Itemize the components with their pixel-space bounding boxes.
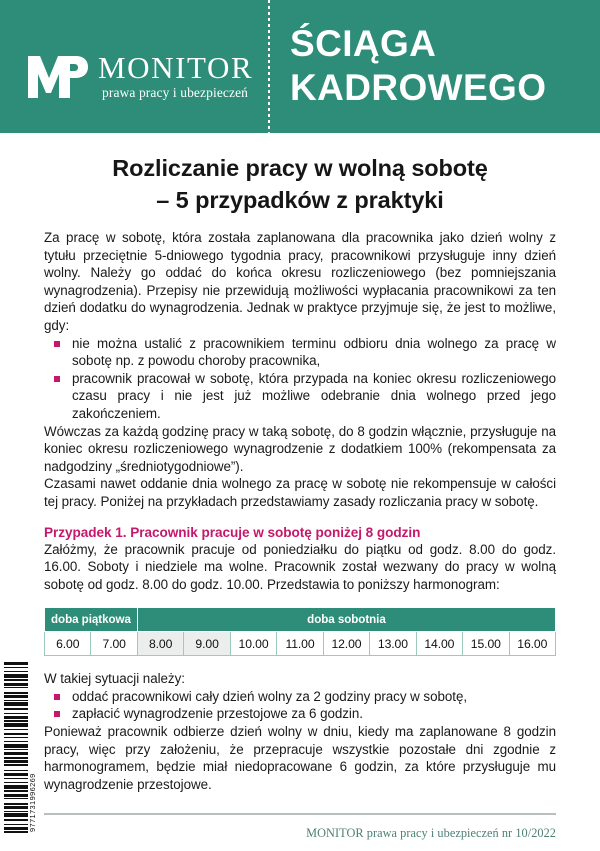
- banner-title-line2: KADROWEGO: [290, 67, 547, 108]
- table-row: [45, 632, 556, 656]
- case-1-heading: Przypadek 1. Pracownik pracuje w sobotę poniżej 8 godzin: [44, 524, 421, 540]
- mp-monogram-icon: [26, 54, 88, 100]
- schedule-table-head: [45, 608, 556, 632]
- intro-bullet-list: [44, 335, 556, 423]
- logo-wordmark: MONITOR: [98, 50, 254, 85]
- barcode-bars: [4, 662, 28, 833]
- schedule-table-body: [45, 632, 556, 656]
- intro-paragraph-1: Za pracę w sobotę, która została zaplanowana dla pracownika jako dzień wolny z tytułu przeciętnie 5-dniowego tygodnia pracy, pracownikowi przysługuje inny dzień wolny. Należy go oddać do końca okresu rozliczeniowego (bez pomniejszania wynagrodzenia). Przepisy nie przewidują możliwości wypłacania pracownikowi za ten dzień dodatku do wynagrodzenia. Jednak w praktyce przyjmuje się, że jest to możliwe, gdy:: [44, 230, 556, 333]
- hour-cell-worked: 8.00: [137, 632, 183, 656]
- hour-cell: 6.00: [45, 632, 91, 656]
- hour-cell: 15.00: [463, 632, 509, 656]
- page-header-banner: [0, 0, 600, 133]
- page-title-line1: Rozliczanie pracy w wolną sobotę: [112, 155, 488, 181]
- case-1-after-lead: W takiej sytuacji należy:: [44, 671, 185, 687]
- schedule-table-wrapper: [44, 607, 556, 656]
- bullet-square-icon: [54, 341, 60, 347]
- hour-cell: 12.00: [323, 632, 369, 656]
- hour-cell: 14.00: [416, 632, 462, 656]
- hour-cell: 11.00: [277, 632, 323, 656]
- group-header-saturday: doba sobotnia: [137, 608, 555, 632]
- footer-divider: [44, 813, 556, 815]
- article-content: [44, 229, 556, 793]
- header-dotted-divider: [268, 0, 270, 133]
- hour-cell: 16.00: [509, 632, 555, 656]
- list-item-label: zapłacić wynagrodzenie przestojowe za 6 godzin.: [72, 706, 363, 722]
- page-title-line2: – 5 przypadków z praktyki: [156, 187, 444, 213]
- bullet-square-icon: [54, 694, 60, 700]
- bullet-square-icon: [54, 376, 60, 382]
- table-group-header-row: [45, 608, 556, 632]
- case-1-bullet-list: [44, 688, 556, 723]
- banner-title: [290, 22, 590, 110]
- issn-barcode: [4, 662, 38, 832]
- case-1-after-paragraph: Ponieważ pracownik odbierze dzień wolny w dniu, kiedy ma zaplanowane 8 godzin pracy, więc przy założeniu, że przepracuje wszystkie pozostałe dni zgodnie z harmonogramem, będzie miał niedopracowane 6 godzin, za które przysługuje mu wynagrodzenie przestojowe.: [44, 724, 556, 792]
- logo-subtitle: prawa pracy i ubezpieczeń: [102, 85, 249, 100]
- group-header-friday: doba piątkowa: [45, 608, 138, 632]
- intro-paragraph-2: Wówczas za każdą godzinę pracy w taką sobotę, do 8 godzin włącznie, przysługuje na koniec okresu rozliczeniowego wynagrodzenie z dodatkiem 100% (rekompensata za nadgodziny „średniotygodniowe”).: [44, 423, 556, 474]
- banner-title-line1: ŚCIĄGA: [290, 23, 437, 64]
- list-item-label: oddać pracownikowi cały dzień wolny za 2 godziny pracy w sobotę,: [72, 688, 468, 704]
- hour-cell: 7.00: [91, 632, 137, 656]
- case-1-paragraph: Załóżmy, że pracownik pracuje od poniedziałku do piątku od godz. 8.00 do godz. 16.00. Soboty i niedziele ma wolne. Pracownik został wezwany do pracy w wolną sobotę od godz. 8.00 do godz. 10.00. Przedstawia to poniższy harmonogram:: [44, 541, 556, 592]
- hour-cell: 13.00: [370, 632, 416, 656]
- publication-logo: [26, 52, 258, 110]
- list-item: [44, 705, 556, 723]
- list-item: [44, 335, 556, 370]
- list-item: [44, 688, 556, 706]
- list-item: [44, 370, 556, 423]
- document-body: [0, 152, 600, 793]
- hour-cell-worked: 9.00: [184, 632, 230, 656]
- bullet-square-icon: [54, 711, 60, 717]
- footer-publication-line: MONITOR prawa pracy i ubezpieczeń nr 10/2022: [306, 826, 556, 840]
- page-title: [44, 152, 556, 216]
- list-item-label: pracownik pracował w sobotę, która przypada na koniec okresu rozliczeniowego czasu pracy i nie jest już możliwe odebranie dnia wolnego przed jego zakończeniem.: [72, 370, 556, 421]
- schedule-table: [44, 607, 556, 656]
- hour-cell: 10.00: [230, 632, 276, 656]
- intro-paragraph-3: Czasami nawet oddanie dnia wolnego za pracę w sobotę nie rekompensuje w całości tej pracy. Poniżej na przykładach przedstawiamy zasady rozliczania pracy w sobotę.: [44, 476, 556, 509]
- list-item-label: nie można ustalić z pracownikiem terminu odbioru dnia wolnego za pracę w sobotę np. z powodu choroby pracownika,: [72, 335, 556, 369]
- barcode-digits: 9771731996269: [28, 773, 37, 832]
